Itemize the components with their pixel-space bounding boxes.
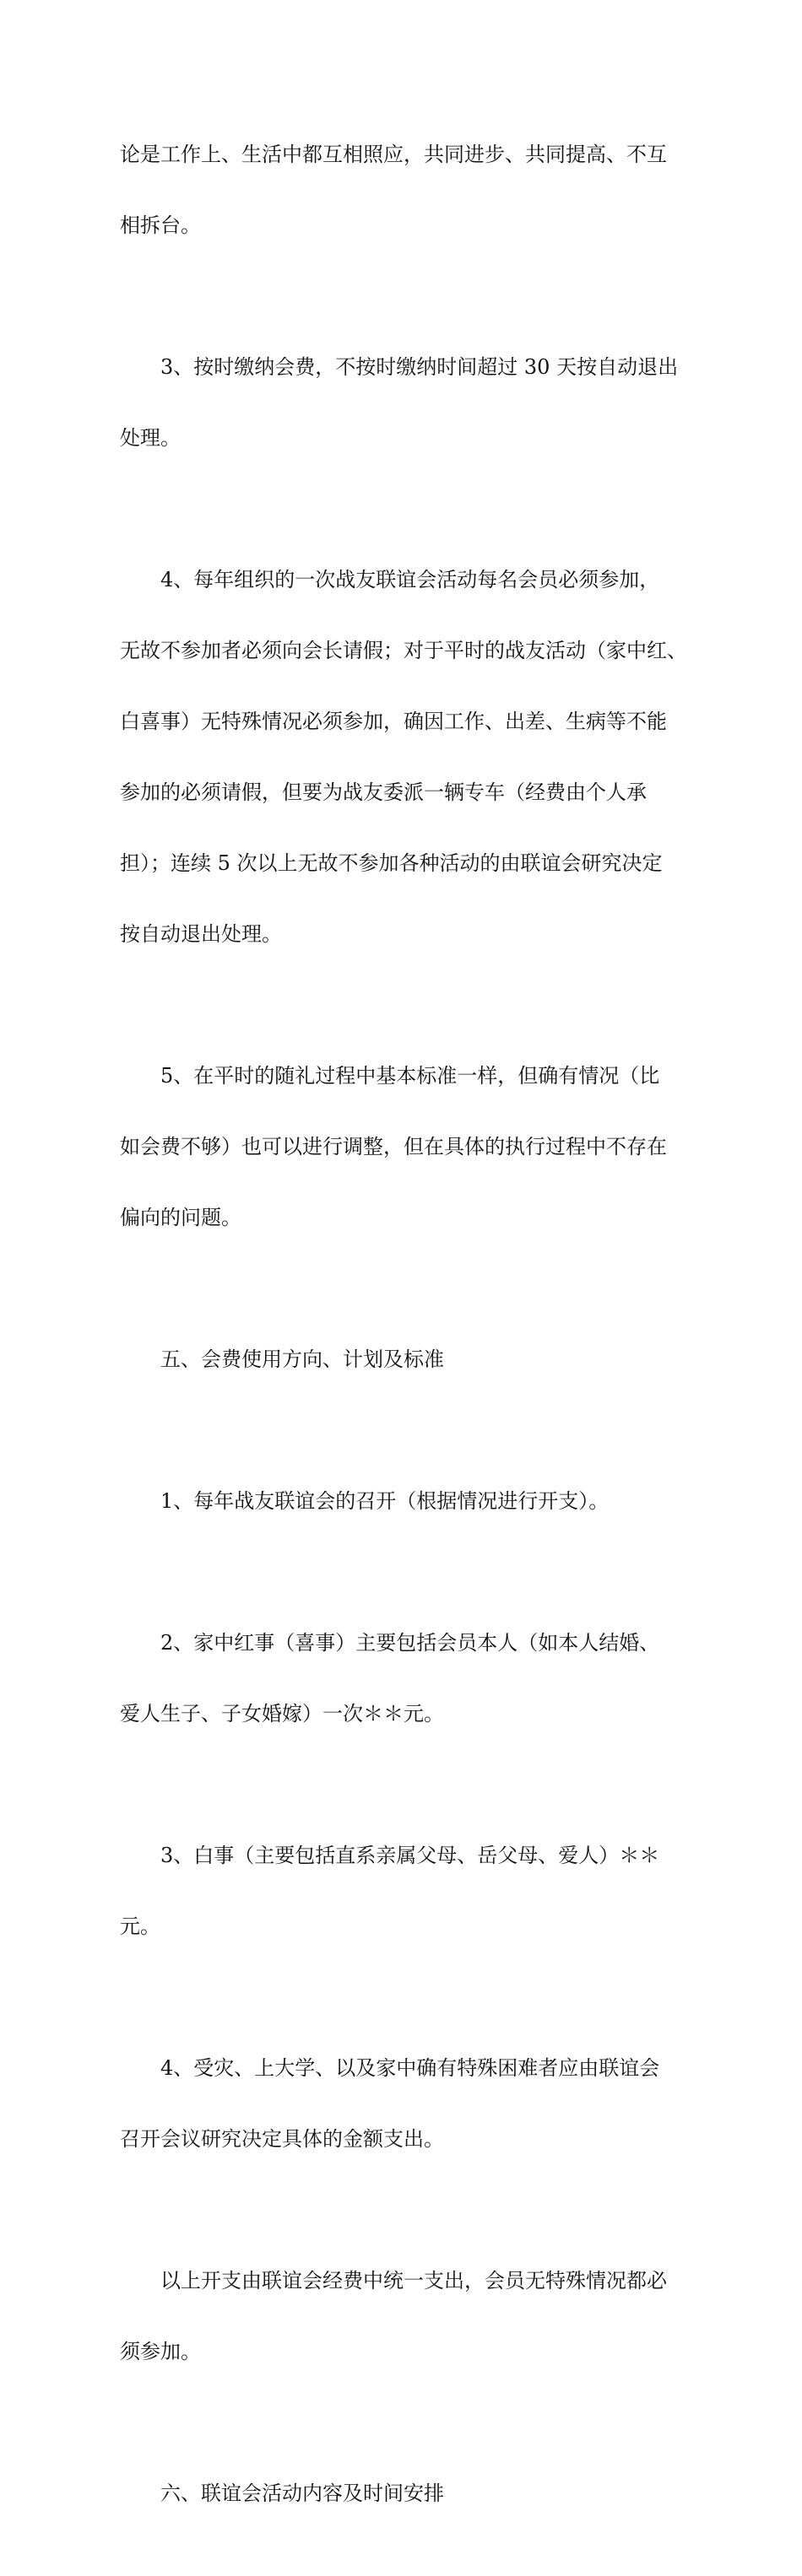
paragraph-continuation: [120, 95, 687, 284]
text-line: 白喜事）无特殊情况必须参加，确因工作、出差、生病等不能: [120, 710, 667, 733]
text-line: 无故不参加者必须向会长请假；对于平时的战友活动（家中红、: [120, 639, 687, 662]
paragraph-fee-3: [120, 1796, 687, 1985]
text-line: 4、受灾、上大学、以及家中确有特殊困难者应由联谊会: [160, 2056, 660, 2080]
text-line: 处理。: [120, 426, 181, 450]
text-line: 1、每年战友联谊会的召开（根据情况进行开支）。: [160, 1489, 610, 1513]
text-line: 如会费不够）也可以进行调整，但在具体的执行过程中不存在: [120, 1135, 667, 1158]
text-line: 以上开支由联谊会经费中统一支出，会员无特殊情况都必: [160, 2269, 667, 2292]
text-line: 相拆台。: [120, 213, 201, 237]
paragraph-item-5: [120, 1017, 687, 1277]
text-line: 3、白事（主要包括直系亲属父母、岳父母、爱人）＊＊: [160, 1844, 660, 1867]
paragraph-fee-2: [120, 1584, 687, 1773]
text-line: 爱人生子、子女婚嫁）一次＊＊元。: [120, 1702, 444, 1725]
text-line: 须参加。: [120, 2340, 201, 2363]
paragraph-item-4: [120, 521, 687, 993]
text-line: 参加的必须请假，但要为战友委派一辆专车（经费由个人承: [120, 780, 647, 804]
paragraph-item-3: [120, 308, 687, 497]
section-heading: 六、联谊会活动内容及时间安排: [160, 2481, 444, 2505]
text-line: 4、每年组织的一次战友联谊会活动每名会员必须参加，: [160, 568, 660, 591]
text-line: 担）；连续 5 次以上无故不参加各种活动的由联谊会研究决定: [120, 851, 663, 875]
section-heading-5: [120, 1300, 687, 1418]
text-line: 召开会议研究决定具体的金额支出。: [120, 2127, 444, 2151]
text-line: 按自动退出处理。: [120, 922, 282, 946]
paragraph-fee-4: [120, 2009, 687, 2198]
text-line: 3、按时缴纳会费，不按时缴纳时间超过 30 天按自动退出: [160, 355, 679, 379]
section-heading-6: [120, 2434, 687, 2552]
text-line: 元。: [120, 1914, 160, 1938]
text-line: 论是工作上、生活中都互相照应，共同进步、共同提高、不互: [120, 143, 667, 166]
text-line: 2、家中红事（喜事）主要包括会员本人（如本人结婚、: [160, 1631, 660, 1655]
document-body: [120, 95, 687, 2576]
text-line: 偏向的问题。: [120, 1206, 241, 1229]
paragraph-summary: [120, 2222, 687, 2411]
text-line: 5、在平时的随礼过程中基本标准一样，但确有情况（比: [160, 1064, 660, 1088]
paragraph-fee-1: [120, 1442, 687, 1560]
section-heading: 五、会费使用方向、计划及标准: [160, 1347, 444, 1371]
